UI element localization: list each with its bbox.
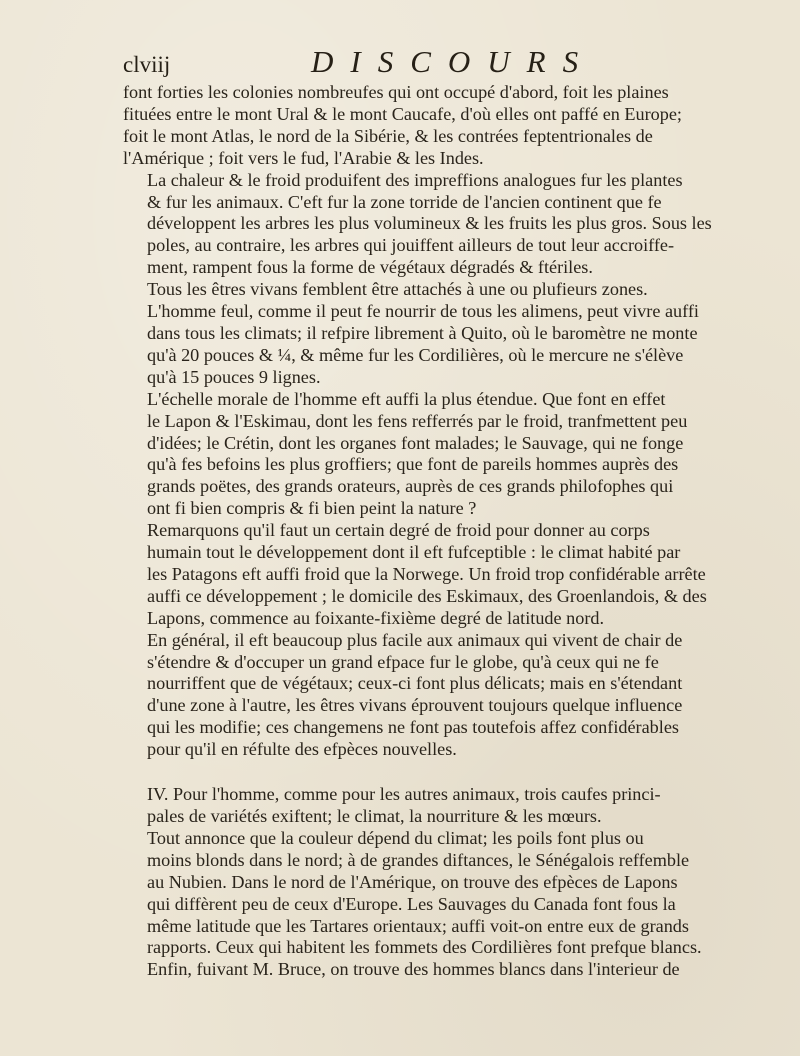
text-line: fituées entre le mont Ural & le mont Caucafe, d'où elles ont paffé en Europe;	[123, 103, 682, 124]
paragraph	[123, 828, 783, 981]
text-line: développent les arbres les plus volumineux & les fruits les plus gros. Sous les	[147, 213, 712, 234]
text-line: pour qu'il en réfulte des efpèces nouvelles.	[147, 739, 457, 760]
text-line: En général, il eft beaucoup plus facile aux animaux qui vivent de chair de	[147, 629, 683, 650]
text-line: au Nubien. Dans le nord de l'Amérique, on trouve des efpèces de Lapons	[147, 871, 678, 892]
text-line: L'homme feul, comme il peut fe nourrir de tous les alimens, peut vivre auffi	[147, 301, 699, 322]
text-line: pales de variétés exiftent; le climat, la nourriture & les mœurs.	[147, 806, 602, 826]
text-line: poles, au contraire, les arbres qui jouiffent ailleurs de tout leur accroiffe-	[147, 235, 675, 256]
body-text	[123, 82, 783, 981]
text-line: font forties les colonies nombreufes qui ont occupé d'abord, foit les plaines	[123, 82, 669, 102]
text-line: Lapons, commence au foixante-fixième degré de latitude nord.	[147, 607, 605, 628]
text-line: Enfin, fuivant M. Bruce, on trouve des hommes blancs dans l'interieur de	[147, 959, 680, 980]
paragraph	[123, 170, 783, 280]
text-line: l'Amérique ; foit vers le fud, l'Arabie & les Indes.	[123, 147, 484, 168]
text-line: auffi ce développement ; le domicile des Eskimaux, des Groenlandois, & des	[147, 585, 707, 606]
text-line: ment, rampent fous la forme de végétaux dégradés & ftériles.	[147, 257, 593, 278]
text-line: dans tous les climats; il refpire librement à Quito, où le baromètre ne monte	[147, 322, 698, 343]
text-line: ont fi bien compris & fi bien peint la nature ?	[147, 498, 477, 519]
paragraph	[123, 389, 783, 520]
text-line: foit le mont Atlas, le nord de la Sibérie, & les contrées feptentrionales de	[123, 125, 653, 146]
running-title: DISCOURS	[311, 44, 596, 79]
paragraph	[123, 279, 783, 389]
text-line: nourriffent que de végétaux; ceux-ci font plus délicats; mais en s'étendant	[147, 673, 683, 694]
text-line: qui les modifie; ces changemens ne font pas toutefois affez confidérables	[147, 717, 679, 738]
text-line: Tous les êtres vivans femblent être attachés à une ou plufieurs zones.	[147, 279, 648, 300]
text-line: rapports. Ceux qui habitent les fommets des Cordilières font prefque blancs.	[147, 937, 702, 958]
page-header	[123, 40, 783, 88]
paragraph	[123, 520, 783, 630]
text-line: Tout annonce que la couleur dépend du climat; les poils font plus ou	[147, 827, 644, 848]
section-paragraph	[123, 784, 783, 828]
text-line: d'une zone à l'autre, les êtres vivans éprouvent toujours quelque influence	[147, 695, 683, 716]
text-line: qui diffèrent peu de ceux d'Europe. Les Sauvages du Canada font fous la	[147, 893, 676, 914]
text-line: & fur les animaux. C'eft fur la zone torride de l'ancien continent que fe	[147, 191, 662, 212]
page-number: clviij	[123, 52, 171, 77]
text-line: IV. Pour l'homme, comme pour les autres animaux, trois caufes princi-	[147, 784, 661, 805]
text-line: qu'à 15 pouces 9 lignes.	[147, 366, 321, 387]
text-line: La chaleur & le froid produifent des impreffions analogues fur les plantes	[147, 169, 683, 190]
text-line: Remarquons qu'il faut un certain degré de froid pour donner au corps	[147, 520, 650, 541]
paragraph	[123, 630, 783, 761]
text-line: qu'à fes befoins les plus groffiers; que font de pareils hommes auprès des	[147, 454, 679, 475]
text-line: L'échelle morale de l'homme eft auffi la plus étendue. Que font en effet	[147, 388, 666, 409]
text-line: d'idées; le Crétin, dont les organes font malades; le Sauvage, qui ne fonge	[147, 432, 684, 453]
text-line: s'étendre & d'occuper un grand efpace fur le globe, qu'à ceux qui ne fe	[147, 651, 659, 672]
paragraph	[123, 82, 783, 170]
text-line: moins blonds dans le nord; à de grandes diftances, le Sénégalois reffemble	[147, 849, 690, 870]
text-line: grands poëtes, des grands orateurs, auprès de ces grands philofophes qui	[147, 476, 674, 497]
text-line: le Lapon & l'Eskimau, dont les fens refferrés par le froid, tranfmettent peu	[147, 410, 688, 431]
text-line: même latitude que les Tartares orientaux; auffi voit-on entre eux de grands	[147, 915, 689, 936]
text-line: qu'à 20 pouces & ¼, & même fur les Cordilières, où le mercure ne s'élève	[147, 344, 684, 365]
text-line: humain tout le développement dont il eft fufceptible : le climat habité par	[147, 542, 681, 563]
text-line: les Patagons eft auffi froid que la Norwege. Un froid trop confidérable arrête	[147, 563, 706, 584]
